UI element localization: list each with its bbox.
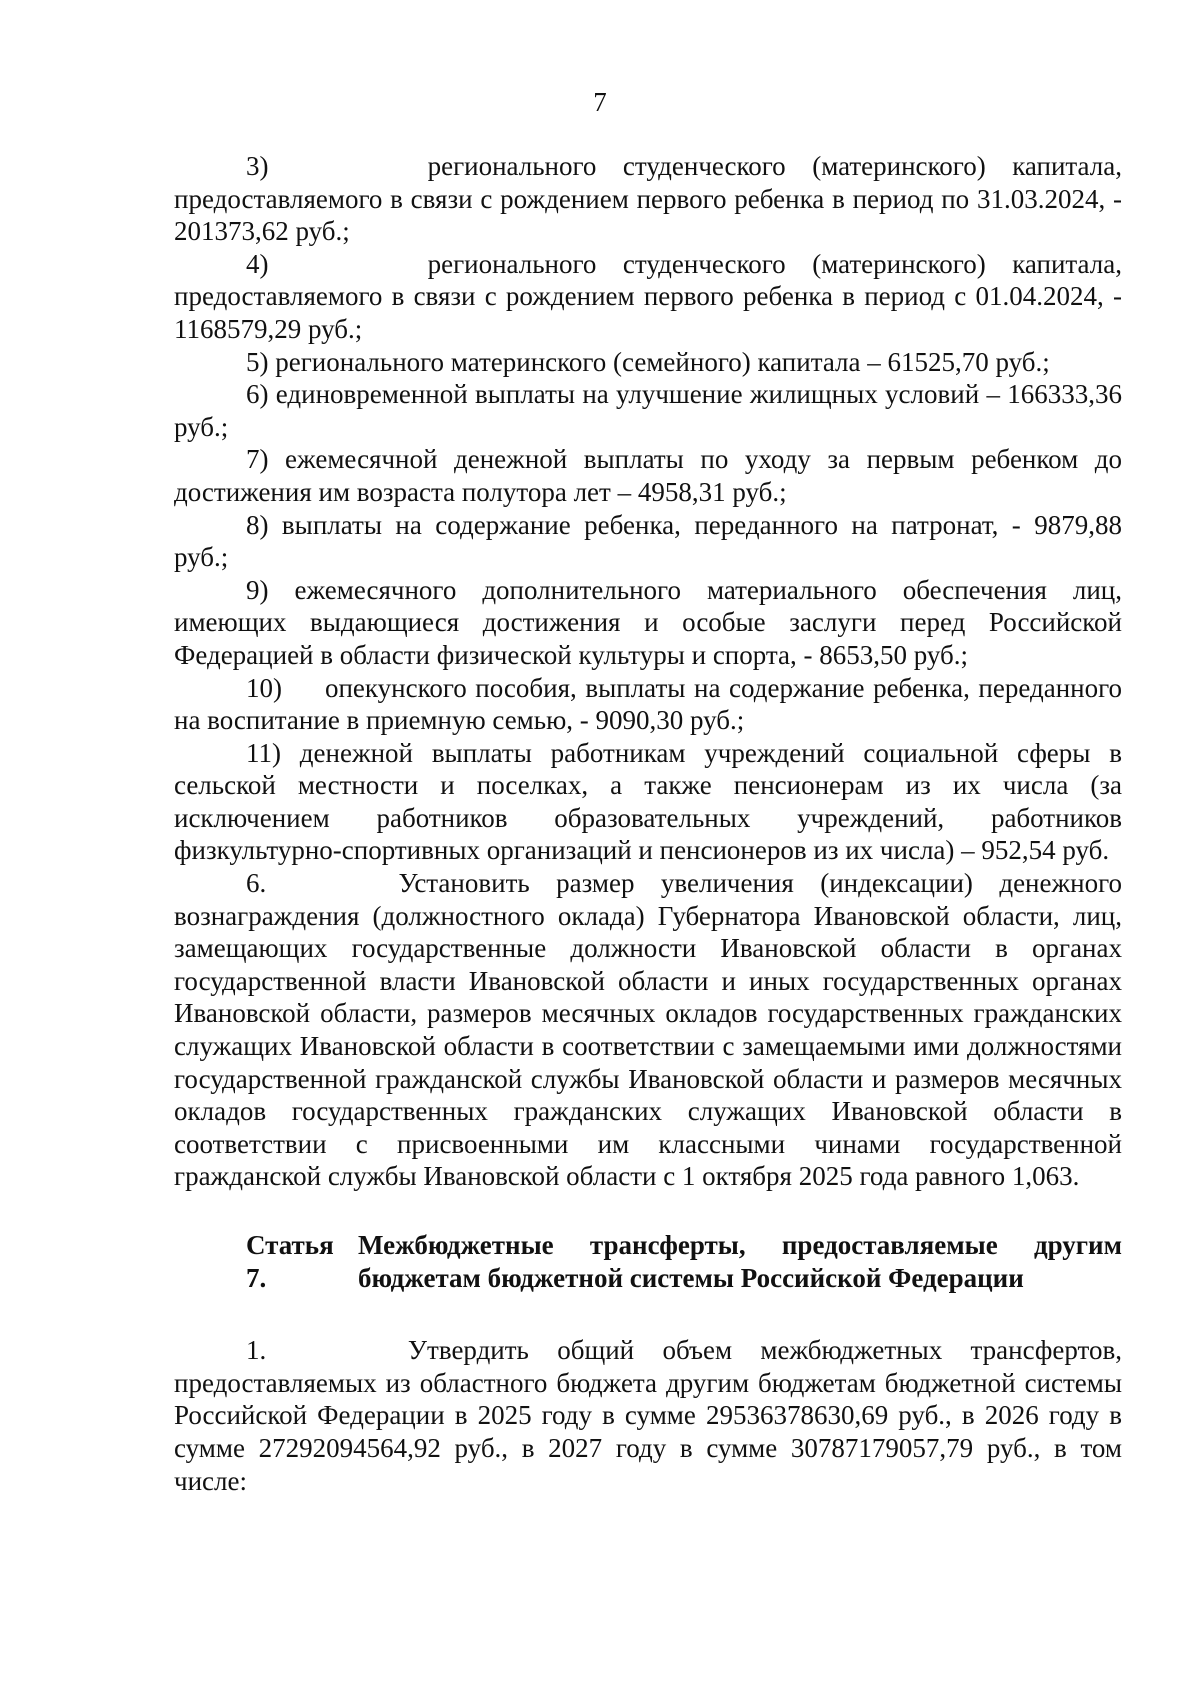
document-body xyxy=(174,150,1122,1497)
list-item-7: 7) ежемесячной денежной выплаты по уходу за первым ребенком до достижения им возраста полутора лет – 4958,31 руб.; xyxy=(174,444,1122,507)
list-item-6: 6) единовременной выплаты на улучшение жилищных условий – 166333,36 руб.; xyxy=(174,379,1122,442)
article-title: Межбюджетные трансферты, предоставляемые другим бюджетам бюджетной системы Российской Федерации xyxy=(358,1230,1122,1293)
list-item-3: 3) регионального студенческого (материнского) капитала, предоставляемого в связи с рождением первого ребенка в период по 31.03.2024, - 201373,62 руб.; xyxy=(174,151,1122,247)
article-7-paragraph-1: 1. Утвердить общий объем межбюджетных трансфертов, предоставляемых из областного бюджета другим бюджетам бюджетной системы Российской Федерации в 2025 году в сумме 29536378630,69 руб., в 2026 году в сумме 27292094564,92 руб., в 2027 году в сумме 30787179057,79 руб., в том числе: xyxy=(174,1335,1122,1496)
list-item-10: 10) опекунского пособия, выплаты на содержание ребенка, переданного на воспитание в приемную семью, - 9090,30 руб.; xyxy=(174,672,1122,736)
page-number: 7 xyxy=(593,87,607,117)
section-6-paragraph: 6. Установить размер увеличения (индексации) денежного вознаграждения (должностного оклада) Губернатора Ивановской области, лиц, замещающих государственные должности Ивановской области в органах государственной власти Ивановской области и иных государственных органах Ивановской области, размеров месячных окладов государственных гражданских служащих Ивановской области в соответствии с замещаемыми ими должностями государственной гражданской службы Ивановской области и размеров месячных окладов государственных гражданских служащих Ивановской области в соответствии с присвоенными им классными чинами государственной гражданской службы Ивановской области с 1 октября 2025 года равного 1,063. xyxy=(174,868,1122,1192)
article-heading xyxy=(174,1229,1122,1294)
list-item-11: 11) денежной выплаты работникам учреждений социальной сферы в сельской местности и поселках, а также пенсионерам из их числа (за исключением работников образовательных учреждений, работников физкультурно-спортивных организаций и пенсионеров из их числа) – 952,54 руб. xyxy=(174,737,1122,866)
article-label: Статья 7. xyxy=(246,1230,334,1293)
list-item-4: 4) регионального студенческого (материнского) капитала, предоставляемого в связи с рождением первого ребенка в период с 01.04.2024, - 1168579,29 руб.; xyxy=(174,248,1122,344)
list-item-5: 5) регионального материнского (семейного) капитала – 61525,70 руб.; xyxy=(246,346,1050,377)
list-item-8: 8) выплаты на содержание ребенка, переданного на патронат, - 9879,88 руб.; xyxy=(174,509,1122,573)
list-item-9: 9) ежемесячного дополнительного материального обеспечения лиц, имеющих выдающиеся достижения и особые заслуги перед Российской Федерацией в области физической культуры и спорта, - 8653,50 руб.; xyxy=(174,574,1122,670)
